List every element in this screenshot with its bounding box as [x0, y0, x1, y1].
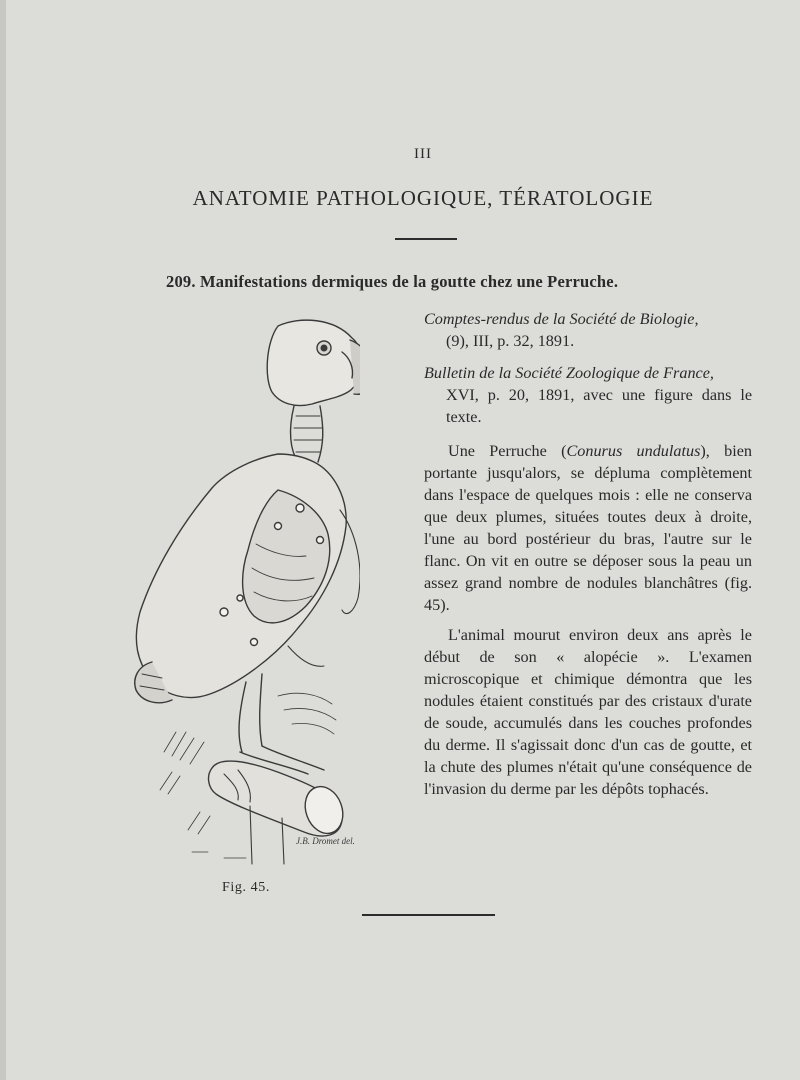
reference-2-details: XVI, p. 20, 1891, avec une figure dans le texte.: [446, 386, 752, 426]
reference-2: [424, 362, 752, 428]
paragraph-1: [424, 440, 752, 616]
parakeet-illustration-icon: [128, 312, 360, 874]
end-rule: [362, 914, 495, 916]
parakeet-engraving: [128, 312, 360, 874]
paragraph-1-start: Une Perruche (: [448, 442, 567, 460]
title-rule: [395, 238, 457, 240]
article-title: 209. Manifestations dermiques de la goutte chez une Perruche.: [166, 272, 619, 291]
text-column: [424, 308, 752, 800]
section-number: III: [414, 146, 432, 162]
paragraph-1-rest: ), bien portante jusqu'alors, se dépluma complètement dans l'espace de quelques mois : elle ne conserva que deux plumes, situées toutes deux à droite, l'une au bord postérieur du bras, l'autre sur le flanc. On vit en outre se déposer sous la peau un assez grand nombre de nodules blanchâtres (fig. 45).: [424, 442, 752, 614]
reference-1: [424, 308, 752, 352]
reference-2-source: Bulletin de la Société Zoologique de France,: [424, 364, 714, 382]
species-name: Conurus undulatus: [566, 442, 701, 460]
paragraph-2: L'animal mourut environ deux ans après le début de son « alopécie ». L'examen microscopique et chimique démontra que les nodules étaient constitués par des cristaux d'urate de soude, accumulés dans les couches profondes du derme. Il s'agissait donc d'un cas de goutte, et la chute des plumes n'était qu'une conséquence de l'invasion du derme par les dépôts tophacés.: [424, 626, 752, 798]
article-body: [424, 440, 752, 800]
figure-caption: Fig. 45.: [222, 880, 270, 895]
reference-1-source: Comptes-rendus de la Société de Biologie,: [424, 310, 699, 328]
engraver-signature: J.B. Dromet del.: [296, 836, 355, 846]
chapter-title: ANATOMIE PATHOLOGIQUE, TÉRATOLOGIE: [192, 186, 654, 210]
reference-1-details: (9), III, p. 32, 1891.: [446, 332, 575, 350]
